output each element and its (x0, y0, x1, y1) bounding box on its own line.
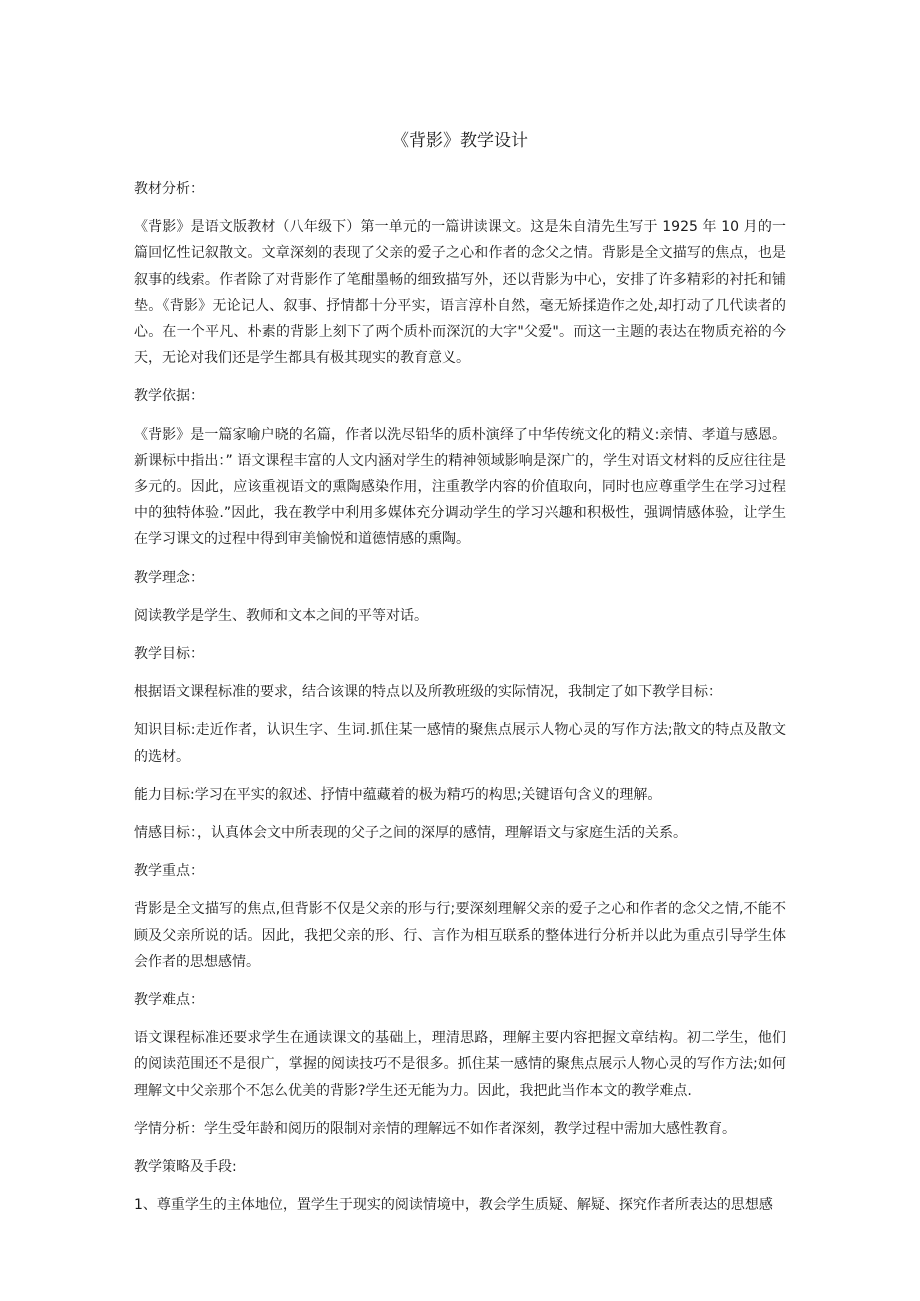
heading-teaching-philosophy: 教学理念： (134, 569, 204, 586)
paragraph-teaching-difficulty: 语文课程标准还要求学生在通读课文的基础上，理清思路，理解主要内容把握文章结构。初二学生，他们的阅读范围还不是很广，掌握的阅读技巧不是很多。抓住某一感情的聚焦点展示人物心灵的写作方法;如何理解文中父亲那个不怎么优美的背影?学生还无能为力。因此，我把此当作本文的教学难点. (134, 1030, 786, 1099)
paragraph-strategy-item-1: 1、尊重学生的主体地位，置学生于现实的阅读情境中，教会学生质疑、解疑、探究作者所表达的思想感 (134, 1197, 773, 1214)
paragraph-teaching-focus: 背影是全文描写的焦点,但背影不仅是父亲的形与行;要深刻理解父亲的爱子之心和作者的念父之情,不能不顾及父亲所说的话。因此，我把父亲的形、行、言作为相互联系的整体进行分析并以此为重点引导学生体会作者的思想感情。 (134, 901, 786, 970)
document-body (134, 176, 786, 1231)
paragraph-teaching-philosophy: 阅读教学是学生、教师和文本之间的平等对话。 (134, 607, 428, 624)
paragraph-emotion-objective: 情感目标：，认真体会文中所表现的父子之间的深厚的感情，理解语文与家庭生活的关系。 (134, 825, 687, 842)
paragraph-student-analysis: 学情分析：学生受年龄和阅历的限制对亲情的理解远不如作者深刻，教学过程中需加大感性教育。 (134, 1120, 736, 1137)
heading-teaching-basis: 教学依据： (134, 388, 204, 405)
paragraph-textbook-analysis: 《背影》是语文版教材（八年级下）第一单元的一篇讲读课文。这是朱自清先生写于 1925 年 10 月的一篇回忆性记叙散文。文章深刻的表现了父亲的爱子之心和作者的念父之情。背影是全文描写的焦点，也是叙事的线索。作者除了对背影作了笔酣墨畅的细致描写外，还以背影为中心，安排了许多精彩的衬托和铺垫。《背影》无论记人、叙事、抒情都十分平实，语言淳朴自然，毫无矫揉造作之处,却打动了几代读者的心。在一个平凡、朴素的背影上刻下了两个质朴而深沉的大字"父爱"。而这一主题的表达在物质充裕的今天，无论对我们还是学生都具有极其现实的教育意义。 (134, 219, 786, 367)
document-title: 《背影》教学设计 (392, 131, 528, 151)
paragraph-ability-objective: 能力目标:学习在平实的叙述、抒情中蕴藏着的极为精巧的构思;关键语句含义的理解。 (134, 786, 662, 803)
heading-teaching-focus: 教学重点： (134, 863, 204, 880)
paragraph-objectives-intro: 根据语文课程标准的要求，结合该课的特点以及所教班级的实际情况，我制定了如下教学目标： (134, 684, 722, 701)
heading-textbook-analysis: 教材分析： (134, 181, 204, 197)
heading-teaching-objectives: 教学目标： (134, 646, 204, 663)
paragraph-teaching-basis: 《背影》是一篇家喻户晓的名篇，作者以洗尽铅华的质朴演绎了中华传统文化的精义:亲情、孝道与感恩。新课标中指出：” 语文课程丰富的人文内涵对学生的精神领域影响是深广的，学生对语文材料的反应往往是多元的。因此，应该重视语文的熏陶感染作用，注重教学内容的价值取向，同时也应尊重学生在学习过程中的独特体验.”因此，我在教学中利用多媒体充分调动学生的学习兴趣和积极性，强调情感体验，让学生在学习课文的过程中得到审美愉悦和道德情感的熏陶。 (134, 426, 786, 548)
heading-teaching-difficulty: 教学难点： (134, 992, 204, 1009)
heading-teaching-strategy: 教学策略及手段: (134, 1159, 237, 1176)
paragraph-knowledge-objective: 知识目标:走近作者，认识生字、生词.抓住某一感情的聚焦点展示人物心灵的写作方法;散文的特点及散文的选材。 (134, 722, 786, 765)
